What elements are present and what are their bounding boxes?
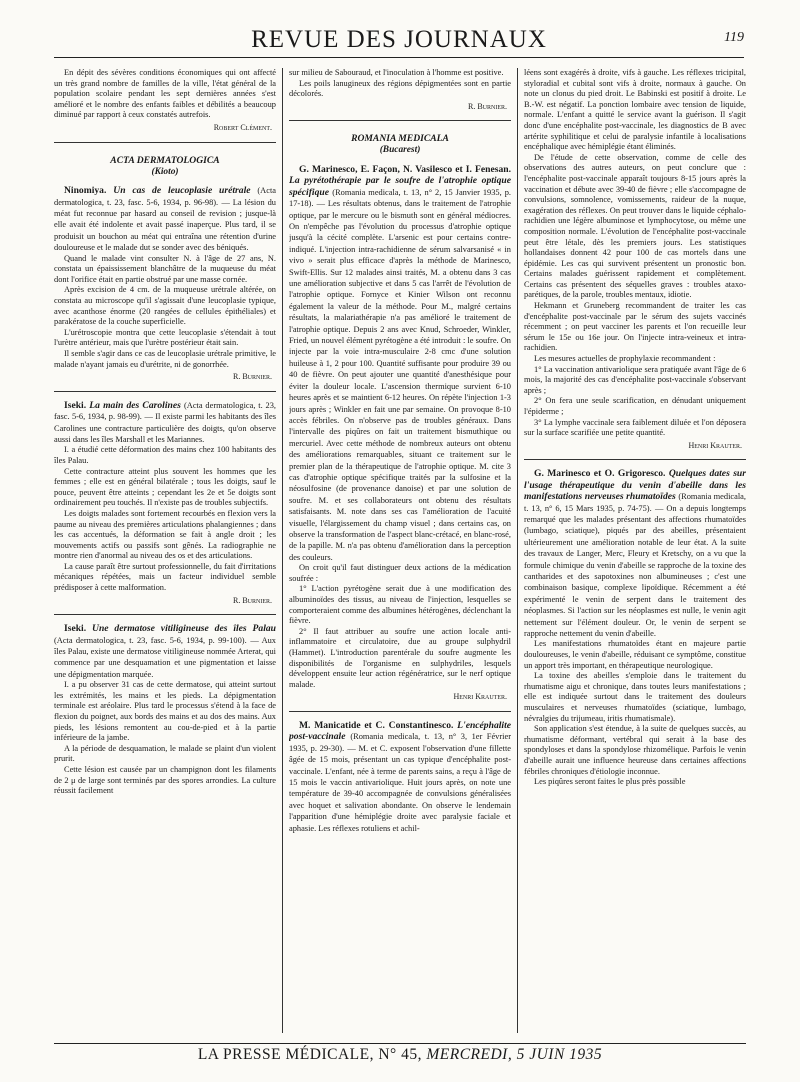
- paragraph: En dépit des sévères conditions économiques qui ont affecté un très grand nombre de familles de la ville, l'état général de la population scolaire pendant les sept dernières années s'est amélioré et le nombre des enfants faibles et débilités a beaucoup diminué par rapport à ceux constatés autrefois.: [54, 68, 276, 120]
- signature: Robert Clément.: [213, 122, 272, 132]
- article-title-text: L'encéphalite post-vaccinale: [289, 719, 511, 743]
- paragraph: Les mesures actuelles de prophylaxie recommandent :: [534, 354, 716, 364]
- paragraph: Les piqûres seront faites le plus près possible: [534, 777, 686, 787]
- article-source: (Acta dermatologica, t. 23, fasc. 5-6, 1934, p. 99-100).: [54, 635, 247, 645]
- separator-rule: [54, 391, 276, 392]
- article-title-text: La pyrétothérapie par le soufre de l'atrophie optique spécifique: [289, 175, 511, 198]
- separator-rule: [289, 711, 511, 712]
- article-title: [54, 623, 276, 680]
- article-author: G. Marinesco, E. Façon, N. Vasilesco et I. Fenesan.: [299, 163, 511, 175]
- article-author: M. Manicatide et C. Constantinesco.: [299, 719, 454, 731]
- column-middle: [289, 68, 511, 1038]
- article-source: (Romania medicala, t. 13, n° 6, 15 Mars 1935, p. 74-75).: [524, 492, 746, 513]
- paragraph: Quand le malade vint consulter N. à l'âge de 27 ans, N. constata un épaississement blanchâtre de la muqueuse du méat dont l'orifice était en partie obstrué par une masse cornée.: [54, 253, 276, 284]
- paragraph: 1° L'action pyrétogène serait due à une modification des albuminoïdes des tissus, au niveau de l'injection, lesquelles se comporteraient comme des albumines hétérogènes, déclenchant la fièvre.: [289, 584, 511, 626]
- page-footer: [54, 1046, 746, 1064]
- column-divider: [517, 68, 518, 1033]
- article-title-text: Quelques dates sur l'usage thérapeutique du venin d'abeille dans les manifestations nerveuses rhumatoïdes: [524, 468, 746, 503]
- article-title: [289, 720, 511, 834]
- paragraph: On croit qu'il faut distinguer deux actions de la médication soufrée :: [289, 563, 511, 583]
- article-author: Iseki.: [64, 623, 87, 635]
- signature: Henri Krauter.: [688, 440, 742, 450]
- paragraph: A la période de desquamation, le malade se plaint d'un violent prurit.: [54, 743, 276, 764]
- article-source: (Acta dermatologica, t. 23, fasc. 5-6, 1934, p. 98-99).: [54, 400, 276, 422]
- separator-rule: [524, 459, 746, 460]
- article-source: (Romania medicala, t. 13, n° 2, 15 Janvier 1935, p. 17-18).: [289, 187, 511, 209]
- paragraph: Les doigts malades sont fortement recourbés en flexion vers la paume au niveau des premières articulations phalangiennes ; dans les cas accentués, la déformation se fait à angle droit ; les mouvements actifs ou passifs sont gênés. La radiographie ne montre rien d'anormal au niveau des os et des articulations.: [54, 508, 276, 561]
- article-title: [54, 185, 276, 253]
- article-title-text: Un cas de leucoplasie urétrale: [113, 185, 251, 197]
- article-title-text: La main des Carolines: [89, 399, 181, 411]
- footer-journal: LA PRESSE MÉDICALE, N° 45,: [197, 1046, 422, 1063]
- article-title: [524, 468, 746, 639]
- column-left: [54, 68, 276, 1038]
- paragraph: — On a depuis longtemps remarqué que les malades présentant des affections rhumatoïdes (lumbago, sciatique), piqués par des abeilles, présentaient ultérieurement une amélioration notable de leur état. A la suite des travaux de Langer, Merc, Fleury et Kretschy, on a vu que la formule chimique du venin d'abeille se rapproche de la toxine des cantharides et des sapotoxines non albumineuses ; c'est une combinaison basique, complexe lipoïdique. Récemment a été expérimenté le venin de serpent dans le traitement des néoplasmes. Si l'action sur les néoplasmes est nulle, le venin agit nettement sur l'élément douleur. Or, le venin de serpent se rapproche nettement du venin d'abeille.: [524, 503, 746, 639]
- journal-heading: ACTA DERMATOLOGICA: [110, 154, 220, 166]
- article-author: G. Marinesco et O. Grigoresco.: [534, 468, 666, 480]
- journal-section-title: REVUE DES JOURNAUX: [251, 26, 547, 53]
- paragraph: — Il existe parmi les habitants des îles Carolines une contracture particulière des doigts, qu'on observe aussi dans les îles Marshall et les Mariannes.: [54, 412, 276, 444]
- paragraph: — Les résultats obtenus, dans le traitement de l'atrophie optique, par le mercure ou le bismuth sont en général médiocres. On n'empêche pas l'évolution du processus d'atrophie optique jusqu'à la cécité complète. L'arsenic est pour certains contre-indiqué. L'injection intra-rachidienne de sérum salvarsanisé « in vivo » serait plus efficace d'après la méthode de Marinesco, Swift-Ellis. Sur 12 malades ainsi traités, M. a obtenu dans 3 cas une amélioration subjective et dans 5 cas l'arrêt de l'évolution de l'atrophie optique. Fornyce et Kinier Wilson ont reconnu également la valeur de la méthode. Pour M., malgré certains résultats, la malariathérapie n'a pas amélioré le traitement de l'atrophie optique. Depuis 2 ans avec Knud, Schroeder, Winkler, Fried, un nouvel élément pyrétogène a été introduit : le soufre. On injecte par la voie intra-musculaire 2-8 cmc d'une solution huileuse à 1, 2 pour 100. Quantité suffisante pour produire 39 ou 40 de fièvre. On peut ajouter une quantité d'anesthésique pour éviter la douleur locale. L'ascension thermique survient 6-10 heures après et se maintient 6-12 heures. On répète l'injection 1-3 jours après ; Winkler en fait une par semaine. On provoque 8-10 accès fébriles. On n'observe pas de troubles généraux. Dans l'intervalle des piqûres on fait un traitement bismuthique ou mercuriel. Avec cette méthode de nombreux auteurs ont obtenu des améliorations remarquables, situant ce traitement sur le premier plan de la thérapeutique de l'atrophie optique. M. cite 3 cas d'atrophie optique spécifique traités par la sulfosine et la néosulfosine (de provenance danoise) et par une solution de soufre. M. et ses collaborateurs ont obtenu des résultats satisfaisants. M. note dans ses cas l'amélioration de l'acuité visuelle, l'élargissement du champ visuel ; dans certains cas, on observe la transformation de l'aspect blanc-crétacé, en blanc-rosé, de la papille. M. n'a pas obtenu d'amélioration dans la perception des couleurs.: [289, 199, 511, 562]
- signature: R. Burnier.: [467, 101, 507, 111]
- article-title: [54, 400, 276, 446]
- paragraph: De l'étude de cette observation, comme de celle des observations des autres auteurs, on peut conclure que : l'encéphalite post-vaccinale apparaît toujours 8-15 jours après la vaccination et débute avec 39-40 de fièvre ; elle s'accompagne de convulsions, somnolence, vomissements, raideur de la nuque, exagération des réflexes. On peut trouver dans le liquide céphalo-rachidien une légère albuminose et lymphocytose, ou même une composition normale. L'évolution de l'encéphalite post-vaccinale peut être létale, dès les premiers jours. Les statistiques hollandaises donnent 42 pour 100 de cas mortels dans une épidémie. Les cas qui survivent présentent un pronostic bon. Certains malades guérissent rapidement et complètement. Certains cas présentent des séquelles graves : troubles ataxo-parétiques, de la parole, troubles mentaux, idiotie.: [524, 152, 746, 300]
- header-rule: [54, 57, 744, 58]
- paragraph: L'urétroscopie montra que cette leucoplasie s'étendait à tout l'urètre antérieur, mais que l'urètre postérieur était sain.: [54, 327, 276, 348]
- paragraph: léens sont exagérés à droite, vifs à gauche. Les réflexes tricipital, styloradial et cubital sont vifs à droite, normaux à gauche. On note un clonus du pied droit. Le Babinski est positif à droite. Le B.-W. est négatif. La ponction lombaire avec tension de liquide, normale. L'enfant a quitté le service avant la guérison. Il s'agit donc d'une encéphalite post-vaccinale, les diagnostics de B avec artérite syphilitique et celui de paralysie infantile à localisations encéphalique avec hémiplégie étant éliminés.: [524, 68, 746, 152]
- paragraph: 3° La lymphe vaccinale sera faiblement diluée et l'on déposera sur la surface scarifiée une petite quantité.: [524, 417, 746, 438]
- article-author: Iseki.: [64, 399, 87, 411]
- signature: R. Burnier.: [232, 372, 272, 382]
- column-divider: [282, 68, 283, 1033]
- signature: Henri Krauter.: [453, 692, 507, 702]
- paragraph: La cause paraît être surtout professionnelle, du fait d'irritations mécaniques répétées, mais un facteur individuel semble prédisposer à cette malformation.: [54, 561, 276, 593]
- separator-rule: [54, 614, 276, 615]
- article-title: [289, 164, 511, 563]
- page-number: 119: [724, 30, 744, 45]
- paragraph: — La lésion du méat fut reconnue par hasard au conseil de revision ; jusque-là elle avait été indolente et avait passé inaperçue. Plus tard, il se produisit un bouchon au méat qui entraîna une rétention d'urine douloureuse et le malade dut se sonder avec des béniqués.: [54, 197, 276, 253]
- paragraph: I. a pu observer 31 cas de cette dermatose, qui atteint surtout les extrémités, les mains et les pieds. La dépigmentation terminale est aréolaire. Plus tard le processus s'étend à la face de flexion du poignet, aux bords des mains et au dos des mains. Aux pieds, les lésions remontent au cou-de-pied et à la partie inférieure de la jambe.: [54, 680, 276, 743]
- paragraph: — M. et C. exposent l'observation d'une fillette âgée de 15 mois, présentant un cas typique d'encéphalite post-vaccinale. L'enfant, née à terme de parents sains, a reçu à l'âge de 15 mois le vaccin antivariolique. Huit jours après, on note une température de 39-40 accompagnée de convulsions généralisées avec hoquet et salivation abondante. On observe le lendemain l'apparition d'une hémiplégie droite avec paralysie faciale et aphasie. Les réflexes rotuliens et achil-: [289, 743, 511, 833]
- paragraph: — Aux îles Palau, existe une dermatose vitiligineuse nommée Arterat, qui commence par une desquamation et une pigmentation et laisse une dépigmentation marquée.: [54, 635, 276, 679]
- paragraph: Les poils lanugineux des régions dépigmentées sont en partie décolorés.: [289, 78, 511, 99]
- article-author: Ninomiya.: [64, 185, 107, 197]
- separator-rule: [54, 142, 276, 143]
- paragraph: Il semble s'agir dans ce cas de leucoplasie urétrale primitive, le malade n'ayant jamais eu d'urétrite, ni de gonorrhée.: [54, 348, 276, 369]
- footer-date: MERCREDI, 5 JUIN 1935: [426, 1046, 603, 1063]
- separator-rule: [289, 120, 511, 121]
- signature: R. Burnier.: [232, 595, 272, 605]
- journal-heading: ROMANIA MEDICALA: [351, 133, 449, 145]
- paragraph: Après excision de 4 cm. de la muqueuse urétrale altérée, on constata au microscope qu'il s'agissait d'une leucoplasie typique, avec acanthose énorme (20 rangées de cellules épithéliales) et parakératose de la couche superficielle.: [54, 285, 276, 327]
- article-source: (Romania medicala, t. 13, n° 3, 1er Février 1935, p. 29-30).: [289, 732, 511, 753]
- paragraph: Cette lésion est causée par un champignon dont les filaments de 2 μ de large sont terminés par des spores arrondies. La culture réussit facilement: [54, 765, 276, 796]
- paragraph: Son application s'est étendue, à la suite de quelques succès, au rhumatisme déformant, vertébral qui serait à la base des spondyloses et dans la spondylose rhizomélique. Parfois le venin d'abeille aurait une influence heureuse dans certaines affections fébriles chroniques d'étiologie inconnue.: [524, 724, 746, 776]
- paragraph: sur milieu de Sabouraud, et l'inoculation à l'homme est positive.: [289, 68, 504, 77]
- article-title-text: Une dermatose vitiligineuse des îles Palau: [92, 623, 276, 635]
- paragraph: 2° Il faut attribuer au soufre une action locale anti-inflammatoire et circulatoire, due au groupe sulphydril (Hammet). L'introduction parentérale du soufre augmente les disponibilités de l'organisme en sulphydriles, lesquels développent ensuite leur action régénératrice, sur le nerf optique malade.: [289, 626, 511, 689]
- journal-city: (Kioto): [151, 166, 179, 177]
- paragraph: I. a étudié cette déformation des mains chez 100 habitants des îles Palau.: [54, 445, 276, 465]
- paragraph: 1° La vaccination antivariolique sera pratiquée avant l'âge de 6 mois, la majorité des cas d'encéphalite post-vaccinale s'observant après ;: [524, 364, 746, 395]
- column-right: [524, 68, 746, 1038]
- article-columns: [54, 68, 746, 1038]
- article-source: (Acta dermatologica, t. 23, fasc. 5-6, 1934, p. 96-98).: [54, 186, 276, 207]
- paragraph: Les manifestations rhumatoïdes étant en majeure partie douloureuses, le venin d'abeille, réduisant ce symptôme, constitue un apport très important, en thérapeutique neurologique.: [524, 639, 746, 670]
- paragraph: La toxine des abeilles s'emploie dans le traitement du rhumatisme aigu et chronique, dans toutes leurs manifestations ; elle est indiquée surtout dans le traitement des douleurs musculaires et nerveuses rhumatoïdes (sciatique, lumbago, névralgies du trijumeau, iritis rhumatismale).: [524, 671, 746, 723]
- journal-city: (Bucarest): [379, 145, 421, 156]
- footer-rule: [54, 1043, 746, 1044]
- paragraph: 2° On fera une seule scarification, en dénudant uniquement l'épiderme ;: [524, 396, 746, 416]
- page-header: [54, 26, 744, 56]
- paragraph: Hekmann et Gruneberg recommandent de traiter les cas d'encéphalite post-vaccinale par le sérum des sujets vaccinés récemment ; on peut vacciner les parents et l'on recueille leur sérum le 15e ou 16e jour. On l'injecte intra-veineux et intra-rachidien.: [524, 301, 746, 353]
- paragraph: Cette contracture atteint plus souvent les hommes que les femmes ; elle est en général bilatérale ; tous les doigts, sauf le pouce, peuvent être atteints ; cependant les 2e et 5e doigts sont ordinairement peu touchés. Il n'existe pas de troubles subjectifs.: [54, 466, 276, 508]
